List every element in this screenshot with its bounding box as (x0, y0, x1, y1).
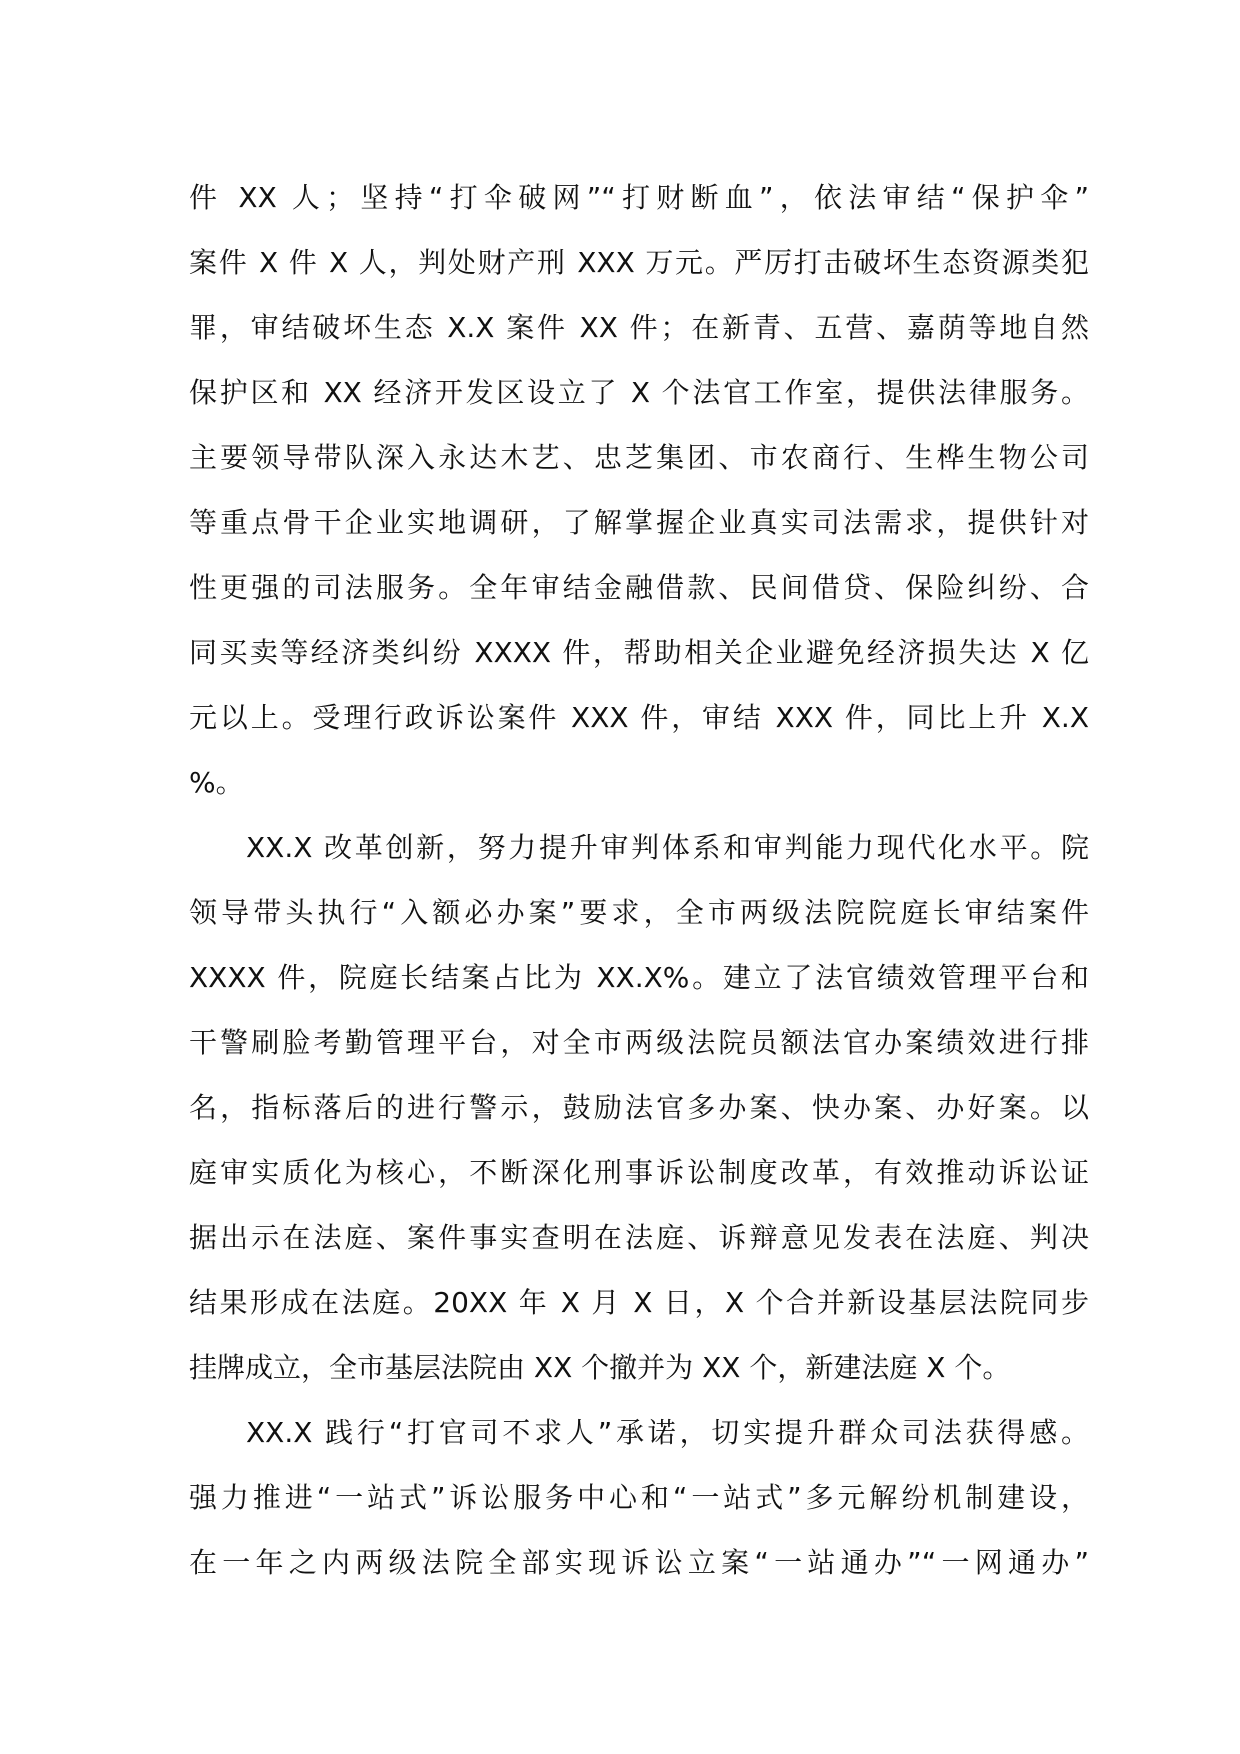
text-line: 案件 X 件 X 人，判处财产刑 XXX 万元。严厉打击破坏生态资源类犯 (189, 246, 1089, 279)
paragraph-start-line: XX.X 改革创新，努力提升审判体系和审判能力现代化水平。院 (246, 831, 1089, 864)
text-line: 领导带头执行“入额必办案”要求，全市两级法院院庭长审结案件 (189, 896, 1089, 929)
text-line: %。 (189, 766, 244, 799)
text-line: XXXX 件，院庭长结案占比为 XX.X%。建立了法官绩效管理平台和 (189, 961, 1089, 994)
text-line: 干警刷脸考勤管理平台，对全市两级法院员额法官办案绩效进行排 (189, 1026, 1089, 1059)
text-line: 元以上。受理行政诉讼案件 XXX 件，审结 XXX 件，同比上升 X.X (189, 701, 1089, 734)
text-line: 结果形成在法庭。20XX 年 X 月 X 日，X 个合并新设基层法院同步 (189, 1286, 1089, 1319)
text-line: 挂牌成立，全市基层法院由 XX 个撤并为 XX 个，新建法庭 X 个。 (189, 1351, 1011, 1384)
text-line: 在一年之内两级法院全部实现诉讼立案“一站通办”“一网通办” (189, 1546, 1089, 1579)
text-line: 性更强的司法服务。全年审结金融借款、民间借贷、保险纠纷、合 (189, 571, 1089, 604)
paragraph-start-line: XX.X 践行“打官司不求人”承诺，切实提升群众司法获得感。 (246, 1416, 1089, 1449)
text-line: 保护区和 XX 经济开发区设立了 X 个法官工作室，提供法律服务。 (189, 376, 1089, 409)
text-line: 件 XX 人；坚持“打伞破网”“打财断血”，依法审结“保护伞” (189, 181, 1089, 214)
text-line: 据出示在法庭、案件事实查明在法庭、诉辩意见发表在法庭、判决 (189, 1221, 1089, 1254)
text-line: 庭审实质化为核心，不断深化刑事诉讼制度改革，有效推动诉讼证 (189, 1156, 1089, 1189)
text-line: 等重点骨干企业实地调研，了解掌握企业真实司法需求，提供针对 (189, 506, 1089, 539)
text-line: 罪，审结破坏生态 X.X 案件 XX 件；在新青、五营、嘉荫等地自然 (189, 311, 1089, 344)
text-line: 强力推进“一站式”诉讼服务中心和“一站式”多元解纷机制建设， (189, 1481, 1089, 1514)
text-line: 名，指标落后的进行警示，鼓励法官多办案、快办案、办好案。以 (189, 1091, 1089, 1124)
text-line: 同买卖等经济类纠纷 XXXX 件，帮助相关企业避免经济损失达 X 亿 (189, 636, 1089, 669)
text-line: 主要领导带队深入永达木艺、忠芝集团、市农商行、生桦生物公司 (189, 441, 1089, 474)
body-text (189, 165, 1089, 1595)
